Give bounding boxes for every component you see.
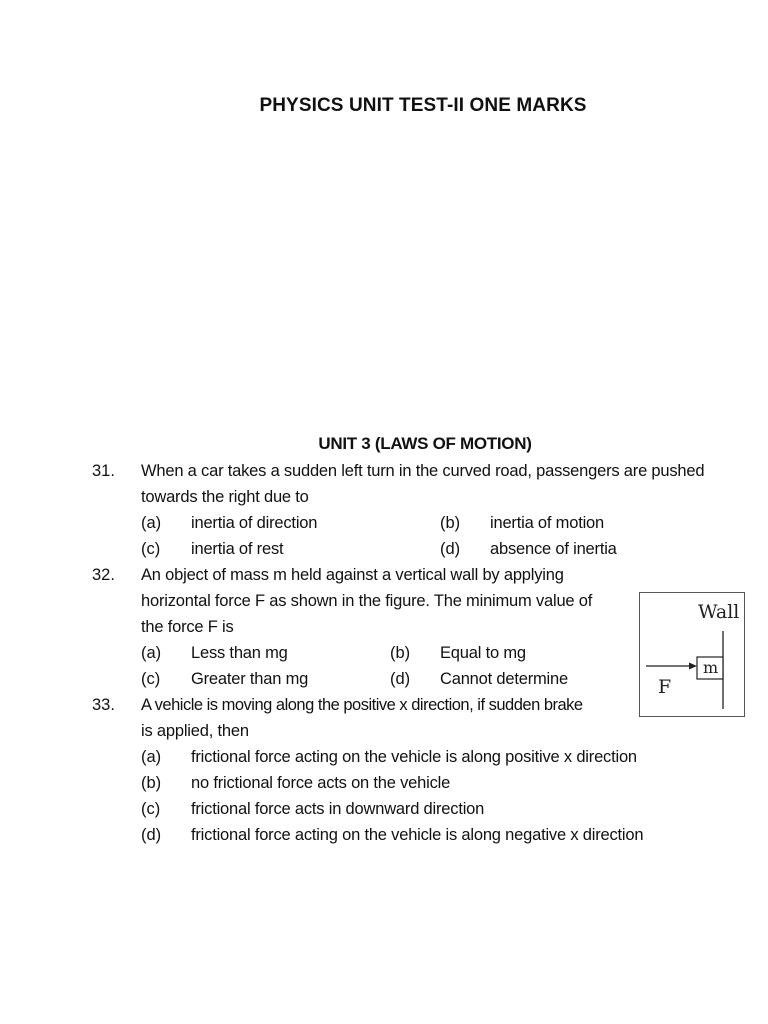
question-text-line: An object of mass m held against a vertical wall by applying — [141, 566, 564, 584]
option-text: Greater than mg — [191, 670, 309, 688]
figure-drawing — [640, 593, 744, 716]
option-label: (a) — [141, 644, 162, 662]
question-text-line: towards the right due to — [141, 488, 309, 506]
option-label: (d) — [390, 670, 411, 688]
question-number: 32. — [92, 566, 115, 584]
option-text: inertia of direction — [191, 514, 318, 532]
option-text: no frictional force acts on the vehicle — [191, 774, 451, 792]
option-label: (b) — [390, 644, 411, 662]
option-label: (b) — [440, 514, 461, 532]
question-number: 31. — [92, 462, 115, 480]
question-text-line: A vehicle is moving along the positive x direction, if sudden brake — [141, 696, 583, 714]
question-number: 33. — [92, 696, 115, 714]
option-text: frictional force acting on the vehicle is along positive x direction — [191, 748, 637, 766]
question-text-line: the force F is — [141, 618, 234, 636]
question-text-line: horizontal force F as shown in the figure. The minimum value of — [141, 592, 593, 610]
option-text: absence of inertia — [490, 540, 617, 558]
option-label: (d) — [440, 540, 461, 558]
option-text: Cannot determine — [440, 670, 568, 688]
force-label: F — [658, 676, 672, 698]
force-arrow-head — [689, 663, 697, 670]
option-label: (c) — [141, 670, 161, 688]
option-text: Equal to mg — [440, 644, 526, 662]
option-text: frictional force acts in downward direction — [191, 800, 485, 818]
option-text: Less than mg — [191, 644, 288, 662]
option-label: (b) — [141, 774, 162, 792]
question-text-line: When a car takes a sudden left turn in the curved road, passengers are pushed — [141, 462, 705, 480]
wall-force-figure — [639, 592, 745, 717]
option-text: frictional force acting on the vehicle is along negative x direction — [191, 826, 644, 844]
option-label: (a) — [141, 748, 162, 766]
unit-heading: UNIT 3 (LAWS OF MOTION) — [318, 434, 532, 453]
option-text: inertia of rest — [191, 540, 284, 558]
wall-label: Wall — [698, 601, 740, 623]
option-label: (c) — [141, 540, 161, 558]
page-title: PHYSICS UNIT TEST-II ONE MARKS — [259, 95, 587, 116]
option-label: (a) — [141, 514, 162, 532]
option-label: (d) — [141, 826, 162, 844]
option-text: inertia of motion — [490, 514, 604, 532]
question-text-line: is applied, then — [141, 722, 249, 740]
option-label: (c) — [141, 800, 161, 818]
mass-label: m — [703, 658, 719, 677]
